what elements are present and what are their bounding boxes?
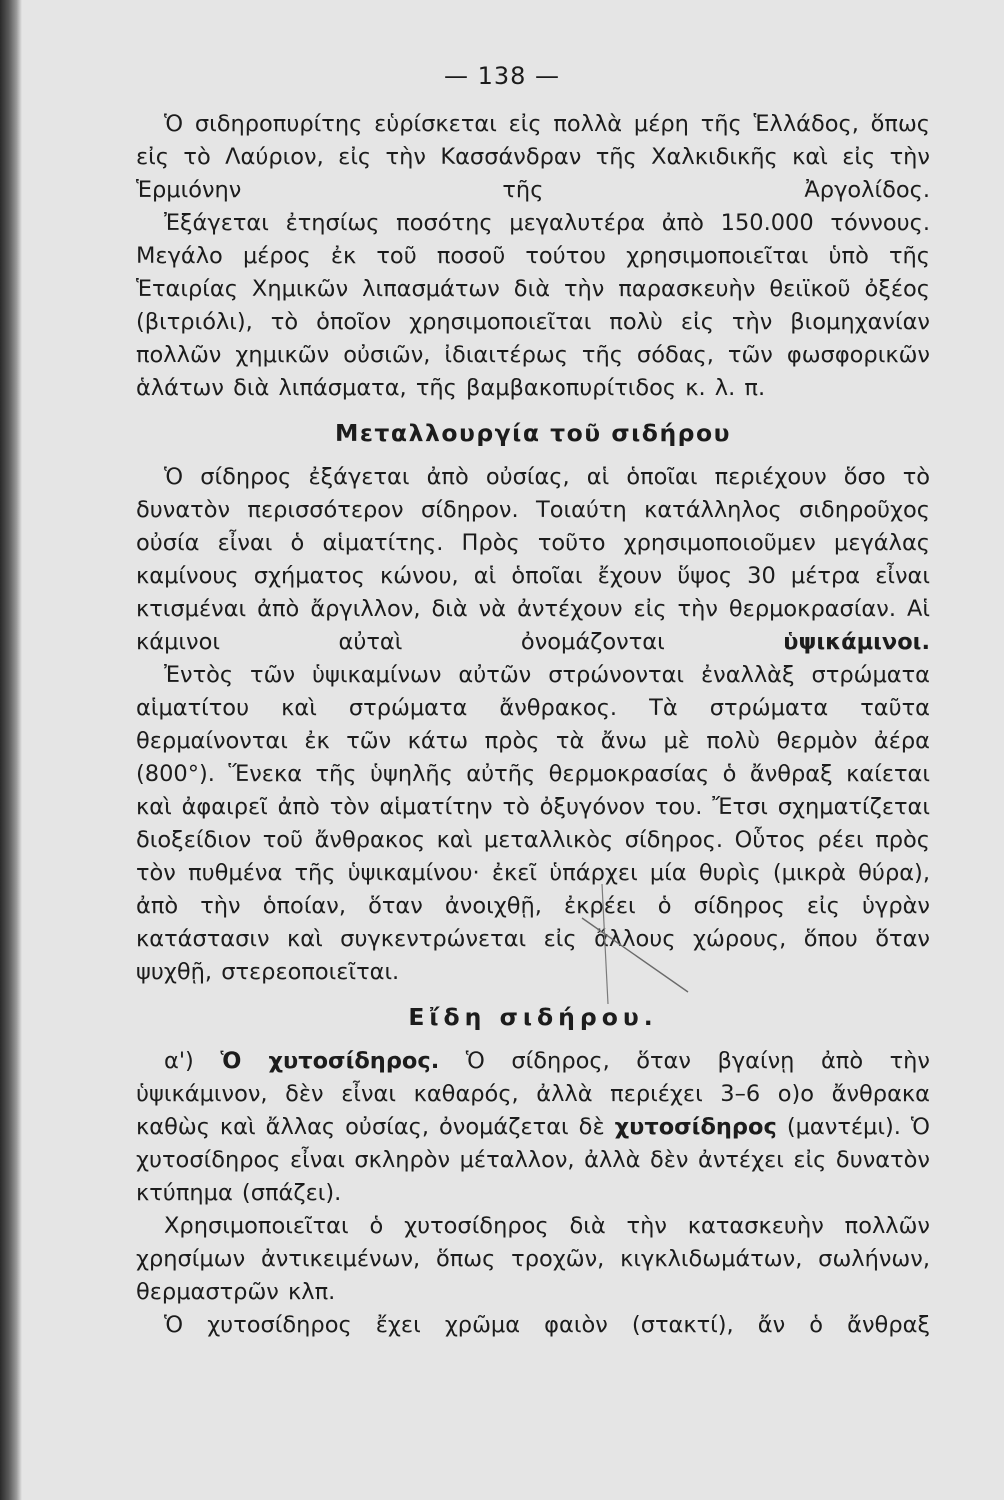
paragraph-smelting-process: Ἐντὸς τῶν ὑψικαμίνων αὐτῶν στρώνονται ἐναλλὰξ στρώματα αἱματίτου καὶ στρώματα ἄνθρακος. Τὰ στρώματα ταῦτα θερμαίνονται ἐκ τῶν κάτω πρὸς τὰ ἄνω μὲ πολὺ θερμὸν ἀέρα (800°). Ἕνεκα τῆς ὑψηλῆς αὐτῆς θερμοκρασίας ὁ ἄνθραξ καίεται καὶ ἀφαιρεῖ ἀπὸ τὸν αἱματίτην τὸ ὀξυγόνον του. Ἔτσι σχηματίζεται διοξείδιον τοῦ ἄνθρακος καὶ μεταλλικὸς σίδηρος. Οὗτος ρέει πρὸς τὸν πυθμένα τῆς ὑψικαμίνου· ἐκεῖ ὑπάρχει μία θυρὶς (μικρὰ θύρα), ἀπὸ τὴν ὁποίαν, ὅταν ἀνοιχθῇ, ἐκρέει ὁ σίδηρος εἰς ὑγρὰν κατάστασιν καὶ συγκεντρώνεται εἰς ἄλλους χώρους, ὅπου ὅταν ψυχθῇ, στερεοποιεῖται. xyxy=(136,662,930,985)
paragraph-blast-furnace xyxy=(136,461,930,659)
page-body xyxy=(136,108,930,1342)
term-blast-furnaces: ὑψικάμινοι. xyxy=(783,629,930,655)
paragraph-cast-iron-uses: Χρησιμοποιεῖται ὁ χυτοσίδηρος διὰ τὴν κατασκευὴν πολλῶν χρησίμων ἀντικειμένων, ὅπως τροχῶν, κιγκλιδωμάτων, σωλήνων, θερμαστρῶν κλπ. xyxy=(136,1213,930,1305)
paragraph-cast-iron xyxy=(136,1045,930,1210)
pencil-mark xyxy=(570,880,710,1010)
heading-types-of-iron: Εἴδη σιδήρου. xyxy=(408,1003,658,1031)
list-marker: α') xyxy=(164,1048,221,1074)
text-blast-furnace: Ὁ σίδηρος ἐξάγεται ἀπὸ οὐσίας, αἱ ὁποῖαι περιέχουν ὅσο τὸ δυνατὸν περισσότερον σίδηρον. Τοιαύτη κατάλληλος σιδηροῦχος οὐσία εἶναι ὁ αἱματίτης. Πρὸς τοῦτο χρησιμοποιοῦμεν μεγάλας καμίνους σχήματος κώνου, αἱ ὁποῖαι ἔχουν ὕψος 30 μέτρα εἶναι κτισμέναι ἀπὸ ἄργιλλον, διὰ νὰ ἀντέχουν εἰς τὴν θερμοκρασίαν. Αἱ κάμινοι αὐταὶ ὀνομάζονται xyxy=(136,464,930,655)
paragraph-pyrite-locations: Ὁ σιδηροπυρίτης εὑρίσκεται εἰς πολλὰ μέρη τῆς Ἑλλάδος, ὅπως εἰς τὸ Λαύριον, εἰς τὴν Κασσάνδραν τῆς Χαλκιδικῆς καὶ εἰς τὴν Ἑρμιόνην τῆς Ἀργολίδος. xyxy=(136,111,930,203)
paragraph-cast-iron-color: Ὁ χυτοσίδηρος ἔχει χρῶμα φαιὸν (στακτί), ἄν ὁ ἄνθραξ xyxy=(164,1312,930,1338)
term-cast-iron-2: χυτοσίδηρος xyxy=(614,1114,777,1140)
page-number: — 138 — xyxy=(443,62,561,90)
paragraph-pyrite-uses: Ἐξάγεται ἐτησίως ποσότης μεγαλυτέρα ἀπὸ 150.000 τόννους. Μεγάλο μέρος ἐκ τοῦ ποσοῦ τούτου χρησιμοποιεῖται ὑπὸ τῆς Ἑταιρίας Χημικῶν λιπασμάτων διὰ τὴν παρασκευὴν θειϊκοῦ ὀξέος (βιτριόλι), τὸ ὁποῖον χρησιμοποιεῖται πολὺ εἰς τὴν βιομηχανίαν πολλῶν χημικῶν οὐσιῶν, ἰδιαιτέρως τῆς σόδας, τῶν φωσφορικῶν ἁλάτων διὰ λιπάσματα, τῆς βαμβακοπυρίτιδος κ. λ. π. xyxy=(136,210,930,401)
term-cast-iron: Ὁ χυτοσίδηρος. xyxy=(220,1048,440,1074)
heading-iron-metallurgy: Μεταλλουργία τοῦ σιδήρου xyxy=(334,419,732,447)
text-cast-iron-definition: Ὁ σίδηρος, ὅταν βγαίνῃ ἀπὸ τὴν ὑψικάμινον, δὲν εἶναι καθαρός, ἀλλὰ περιέχει 3–6 ο)ο ἄνθρακα καθὼς καὶ ἄλλας οὐσίας, ὀνομάζεται δὲ xyxy=(136,1048,930,1140)
text-cast-iron-properties: (μαντέμι). Ὁ χυτοσίδηρος εἶναι σκληρὸν μέταλλον, ἀλλὰ δὲν ἀντέχει εἰς δυνατὸν κτύπημα (σπάζει). xyxy=(136,1114,931,1206)
